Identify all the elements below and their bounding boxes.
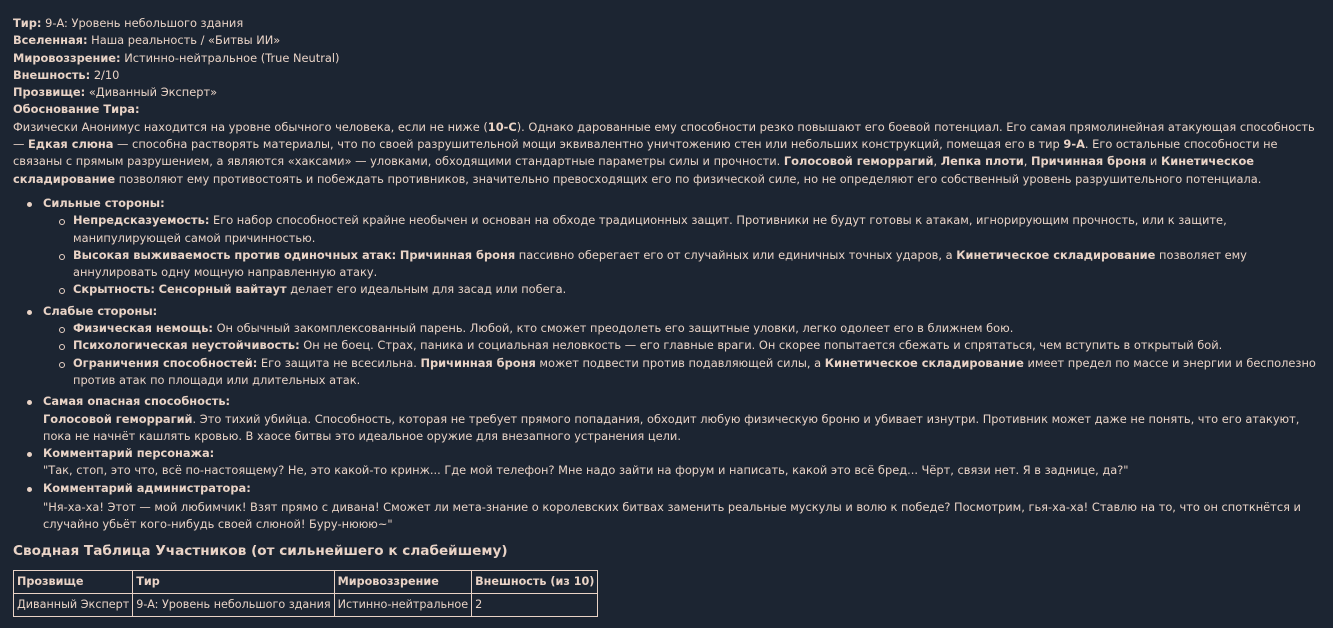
weakness-text: имеет предел по массе и энергии и бесполезно против атак по площади или длительных атак.	[73, 355, 1316, 387]
list-item	[43, 212, 1320, 247]
strength-ability: Причинная броня	[399, 247, 516, 262]
weaknesses-label: Слабые стороны:	[43, 303, 158, 318]
cell-nickname: Диванный Эксперт	[14, 593, 133, 616]
character-comment-label: Комментарий персонажа:	[43, 446, 215, 461]
column-header-alignment: Мировоззрение	[334, 570, 472, 593]
justification-text-7: и	[1146, 154, 1161, 169]
justification-label-text: Обоснование Тира:	[13, 102, 140, 117]
appearance-label: Внешность:	[13, 67, 91, 82]
nickname-value: «Диванный Эксперт»	[88, 85, 218, 100]
tier-value: 9-A: Уровень небольшого здания	[45, 16, 244, 30]
weakness-ability: Причинная броня	[420, 355, 536, 370]
strength-title: Скрытность:	[73, 282, 155, 297]
admin-comment-section	[13, 480, 1320, 534]
justification-text-6: ,	[1023, 154, 1031, 169]
dangerous-ability-name: Голосовой геморрагий	[43, 411, 193, 426]
column-header-tier: Тир	[133, 570, 334, 593]
weakness-title: Физическая немощь:	[73, 321, 213, 336]
appearance-value: 2/10	[93, 67, 120, 82]
summary-table	[13, 570, 598, 617]
justification-text-1: Физически Анонимус находится на уровне обычного человека, если не ниже (	[13, 119, 488, 134]
table-row	[14, 593, 598, 616]
character-comment-text: "Так, стоп, это что, всё по-настоящему? Не, это какой-то кринж... Где мой телефон? Мне надо зайти на форум и написать, какой это всё бред... Чёрт, связи нет. Я в заднице, да?"	[43, 463, 1129, 478]
weakness-ability: Кинетическое складирование	[824, 355, 1024, 370]
weakness-text: Он не боец. Страх, паника и социальная неловкость — его главные враги. Он скорее попытается сбежать и спрятаться, чем вступить в открытый бой.	[299, 338, 1223, 353]
justification-ability-flesh: Лепка плоти	[940, 154, 1024, 169]
list-item	[43, 355, 1320, 390]
weakness-title: Психологическая неустойчивость:	[73, 338, 300, 353]
strength-title: Непредсказуемость:	[73, 213, 210, 228]
appearance-line	[13, 67, 1320, 84]
weaknesses-section	[13, 303, 1320, 389]
strength-title: Высокая выживаемость против одиночных атак:	[73, 247, 397, 262]
strength-ability: Сенсорный вайтаут	[158, 282, 287, 297]
dangerous-ability-text: . Это тихий убийца. Способность, которая не требует прямого попадания, обходит любую физическую броню и убивает изнутри. Противник может даже не понять, что его атакуют, пока не начнёт кашлять кровью. В хаосе битвы это идеальное оружие для внезапного устранения цели.	[43, 411, 1300, 443]
justification-paragraph	[13, 119, 1320, 188]
universe-value: Наша реальность / «Битвы ИИ»	[91, 33, 281, 48]
weakness-text: Он обычный закомплексованный парень. Любой, кто сможет преодолеть его защитные уловки, легко одолеет его в ближнем бою.	[212, 321, 1014, 336]
nickname-label: Прозвище:	[13, 85, 86, 100]
dangerous-ability-section	[13, 393, 1320, 445]
justification-text-3: — способна растворять материалы, что по своей разрушительной мощи эквивалентно уничтожению стен или небольших конструкций, помещая его в тир	[113, 137, 1064, 152]
weakness-text: Его защита не всесильна.	[257, 355, 421, 370]
justification-ability-armor: Причинная броня	[1031, 154, 1147, 169]
strength-text: пассивно оберегает его от случайных или единичных точных ударов, а	[515, 247, 957, 262]
list-item	[43, 247, 1320, 282]
justification-ability-spit: Едкая слюна	[28, 137, 114, 152]
justification-tier-base: 10-C	[487, 119, 517, 134]
justification-ability-voice: Голосовой геморрагий	[783, 154, 934, 169]
justification-text-8: позволяют ему противостоять и побеждать противников, значительно превосходящих его по физической силе, но не определяют его собственный уровень разрушительного потенциала.	[115, 171, 1262, 186]
alignment-line	[13, 50, 1320, 67]
justification-text-2: ). Однако дарованные ему способности резко повышают его боевой потенциал. Его самая прямолинейная атакующая способность —	[13, 119, 1315, 152]
justification-text-5: ,	[933, 154, 941, 169]
admin-comment-text: "Ня-ха-ха! Этот — мой любимчик! Взят прямо с дивана! Сможет ли мета-знание о королевских битвах заменить реальные мускулы и волю к победе? Посмотрим, гья-ха-ха! Ставлю на то, что он споткнётся и случайно убьёт кого-нибудь своей слюной! Буру-нююю~"	[43, 500, 1301, 532]
strength-ability: Кинетическое складирование	[956, 247, 1156, 262]
justification-tier: 9-A	[1063, 137, 1085, 152]
cell-alignment: Истинно-нейтральное	[334, 593, 472, 616]
weakness-title: Ограничения способностей:	[73, 355, 258, 370]
nickname-line	[13, 84, 1320, 101]
weaknesses-list	[43, 320, 1320, 389]
justification-text-4: . Его остальные способности не связаны с прямым разрушением, а являются «хаксами» — уловками, обходящими стандартные параметры силы и прочности.	[13, 137, 1278, 169]
tier-label: Тир:	[13, 16, 42, 30]
list-item	[43, 337, 1320, 354]
column-header-appearance: Внешность (из 10)	[472, 570, 598, 593]
column-header-nickname: Прозвище	[14, 570, 133, 593]
universe-line	[13, 32, 1320, 49]
justification-ability-kinetic: Кинетическое складирование	[13, 154, 1255, 186]
alignment-value: Истинно-нейтральное (True Neutral)	[124, 50, 340, 65]
table-header-row	[14, 570, 598, 593]
list-item	[43, 320, 1320, 337]
summary-table-title: Сводная Таблица Участников (от сильнейшего к слабейшему)	[13, 542, 508, 559]
strengths-section	[13, 195, 1320, 299]
list-item	[43, 281, 1320, 298]
cell-appearance: 2	[472, 593, 598, 616]
strength-text: делает его идеальным для засад или побега.	[286, 282, 567, 297]
strengths-label: Сильные стороны:	[43, 195, 165, 210]
universe-label: Вселенная:	[13, 33, 88, 48]
strengths-list	[43, 212, 1320, 298]
justification-label	[13, 101, 1320, 118]
strength-text: позволяет ему аннулировать одну мощную направленную атаку.	[73, 247, 1247, 280]
alignment-label: Мировоззрение:	[13, 50, 121, 65]
character-comment-section	[13, 445, 1320, 480]
tier-line	[13, 15, 1320, 32]
strength-text: Его набор способностей крайне необычен и основан на обходе традиционных защит. Противники не будут готовы к атакам, игнорирующим прочность, или к защите, манипулирующей самой причинностью.	[73, 213, 1227, 245]
weakness-text: может подвести против подавляющей силы, а	[535, 355, 825, 370]
cell-tier: 9-A: Уровень небольшого здания	[133, 593, 334, 616]
admin-comment-label: Комментарий администратора:	[43, 480, 251, 495]
dangerous-ability-label: Самая опасная способность:	[43, 394, 231, 409]
analysis-list	[13, 195, 1320, 534]
